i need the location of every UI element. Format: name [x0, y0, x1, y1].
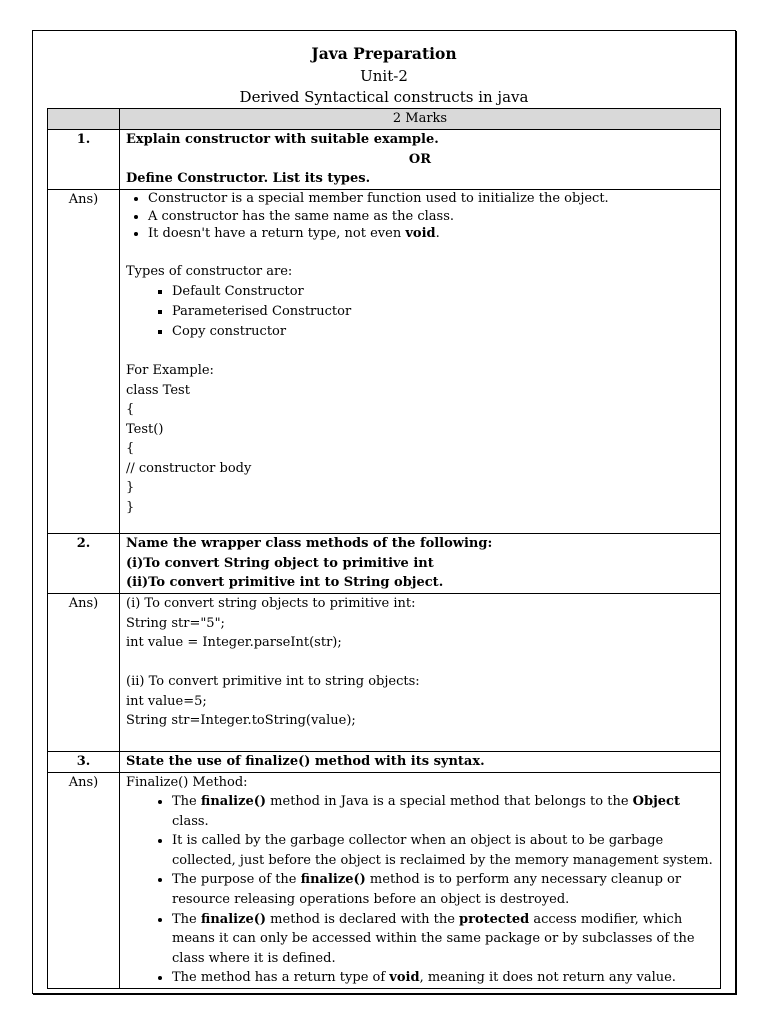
bullet-text: access modifier, which means it can only be accessed within the same package or by subclasses of the class where it is defined.	[172, 911, 695, 966]
spacer	[126, 342, 714, 362]
chapter-subtitle: Derived Syntactical constructs in java	[239, 88, 529, 106]
list-item: • It is called by the garbage collector when an object is about to be garbage collected, just before the object is reclaimed by the memory management system.	[172, 831, 714, 870]
code-line: // constructor body	[126, 460, 252, 476]
bullet-text: , meaning it does not return any value.	[419, 970, 676, 986]
q2-line: (ii)To convert primitive int to String object.	[126, 575, 444, 590]
question-text-1	[120, 130, 721, 190]
q2-line: Name the wrapper class methods of the following:	[126, 536, 493, 551]
question-row-2	[48, 534, 721, 594]
bold-keyword: finalize()	[300, 872, 366, 888]
constructor-bullets	[126, 190, 714, 243]
list-item	[172, 968, 714, 988]
list-item: • A constructor has the same name as the class.	[148, 208, 714, 226]
code-line: Test()	[126, 421, 164, 437]
q1-line1: Explain constructor with suitable example.	[126, 132, 439, 147]
marks-row	[48, 109, 721, 130]
code-line: String str="5";	[126, 615, 225, 631]
answer-label-1: Ans)	[48, 190, 120, 534]
list-item: ▪ Copy constructor	[172, 322, 714, 342]
finalize-bullets	[126, 792, 714, 988]
bullet-text: It doesn't have a return type, not even	[148, 226, 406, 241]
code-line: int value=5;	[126, 693, 207, 709]
code-line: String str=Integer.toString(value);	[126, 713, 356, 728]
bullet-text: The purpose of the	[172, 872, 301, 888]
answer-row-2	[48, 594, 721, 752]
bullet-text: The	[172, 911, 201, 927]
answer-text-1	[120, 190, 721, 534]
bold-keyword: void	[389, 970, 420, 986]
list-item	[148, 225, 714, 243]
document-title: Java Preparation	[311, 44, 457, 63]
code-line: {	[126, 441, 135, 456]
bold-keyword: Object	[632, 794, 680, 809]
bullet-text: The	[172, 794, 201, 809]
constructor-types-list	[126, 282, 714, 342]
code-line: class Test	[126, 382, 190, 398]
bold-keyword: finalize()	[200, 794, 267, 809]
types-heading: Types of constructor are:	[126, 264, 293, 279]
code-line: }	[126, 499, 135, 515]
marks-row-blank	[48, 109, 120, 130]
bold-keyword: void	[405, 226, 436, 241]
bullet-text: .	[435, 226, 440, 241]
answer-row-1	[48, 190, 721, 534]
question-number-1: 1.	[48, 130, 120, 190]
question-row-3	[48, 752, 721, 773]
list-item	[172, 870, 714, 909]
answer-text-2	[120, 594, 721, 752]
bullet-text: class.	[172, 813, 209, 829]
list-item	[172, 792, 714, 831]
code-line: {	[126, 402, 135, 417]
q1-line2: Define Constructor. List its types.	[126, 171, 371, 186]
question-row-1	[48, 130, 721, 190]
bullet-text: method is declared with the	[266, 911, 460, 927]
question-number-2: 2.	[48, 534, 120, 594]
q1-or: OR	[408, 151, 432, 167]
question-text-3: State the use of finalize() method with its syntax.	[120, 752, 721, 773]
list-item: ▪ Default Constructor	[172, 282, 714, 302]
code-line: int value = Integer.parseInt(str);	[126, 635, 342, 650]
answer-label-2: Ans)	[48, 594, 120, 752]
list-item: ▪ Parameterised Constructor	[172, 302, 714, 322]
bullet-text: method is to perform any necessary cleanup or resource releasing operations before an object is destroyed.	[172, 872, 682, 907]
answer-line: (i) To convert string objects to primitive int:	[126, 596, 416, 611]
question-number-3: 3.	[48, 752, 120, 773]
answer-label-3: Ans)	[48, 772, 120, 988]
list-item: • Constructor is a special member function used to initialize the object.	[148, 190, 714, 208]
answer-row-3	[48, 772, 721, 988]
q2-line: (i)To convert String object to primitive int	[126, 555, 434, 571]
list-item	[172, 910, 714, 969]
document-header	[32, 42, 736, 108]
question-text-2	[120, 534, 721, 594]
answer-line: (ii) To convert primitive int to string objects:	[126, 674, 420, 689]
example-heading: For Example:	[126, 363, 214, 378]
bullet-text: The method has a return type of	[172, 970, 390, 986]
qa-table	[47, 108, 721, 989]
answer-text-3	[120, 772, 721, 988]
bold-keyword: protected	[459, 911, 530, 927]
finalize-heading: Finalize() Method:	[126, 774, 248, 790]
code-line: }	[126, 480, 135, 495]
spacer	[126, 243, 714, 263]
bold-keyword: finalize()	[200, 911, 267, 927]
bullet-text: method in Java is a special method that belongs to the	[266, 794, 633, 809]
unit-label: Unit-2	[360, 67, 408, 85]
marks-label: 2 Marks	[120, 109, 721, 130]
spacer	[126, 653, 714, 673]
